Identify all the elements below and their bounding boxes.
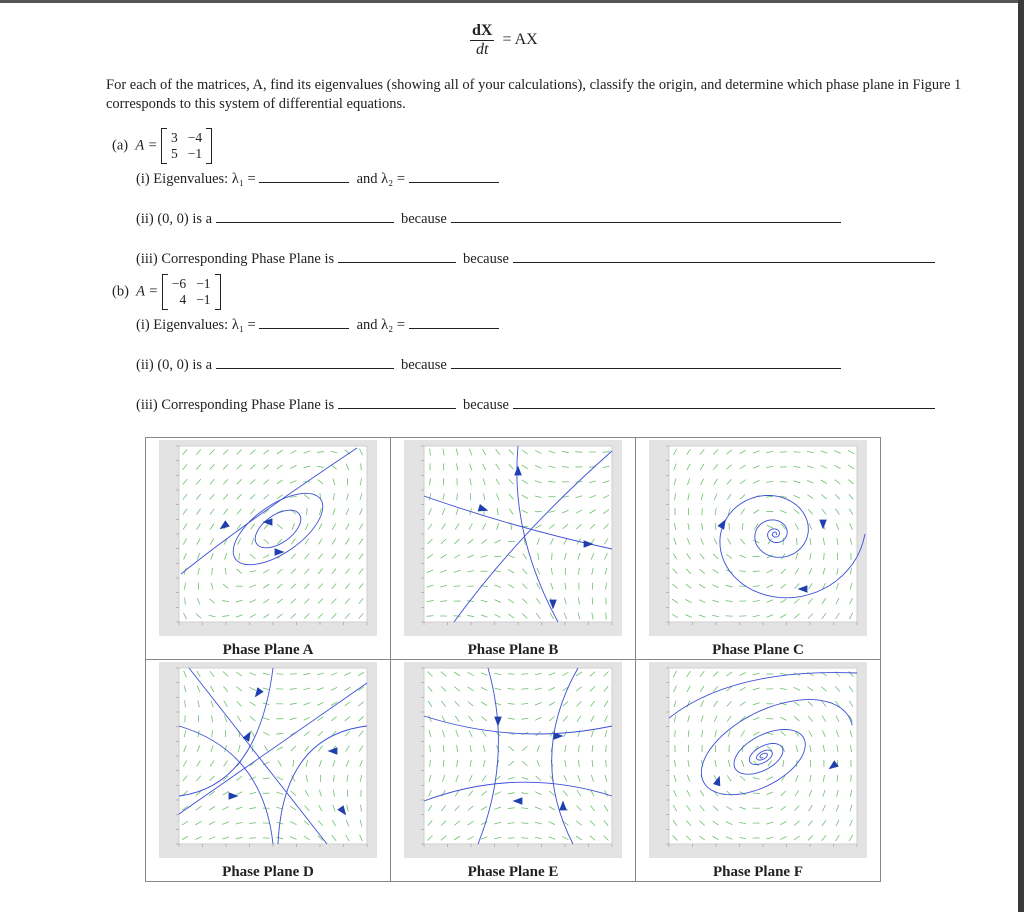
- plot-axes-box: [424, 668, 612, 844]
- lambda2-blank[interactable]: [409, 168, 499, 183]
- differential-equation: $\frac{dX}{dt}$ = AX: [472, 22, 538, 58]
- part-a-eigenvalues: (i) Eigenvalues: λ₁ = and λ₂ =: [136, 168, 499, 188]
- part-b-phase-plane: (iii) Corresponding Phase Plane is because: [136, 394, 935, 414]
- reason-blank[interactable]: [451, 208, 841, 223]
- classification-blank[interactable]: [216, 354, 394, 369]
- part-b-matrix: (b) A = −6 −1 4 −1: [112, 274, 221, 310]
- phase-plane-d-cell: [146, 660, 391, 882]
- phase-plane-blank[interactable]: [338, 248, 456, 263]
- part-a-matrix: (a) A = 3 −4 5 −1: [112, 128, 212, 164]
- instructions: For each of the matrices, A, find its eigenvalues (showing all of your calculations), classify the origin, and determine which phase plane in Figure 1 corresponds to this system of differential equations.: [106, 77, 962, 112]
- phase-plane-e-caption: Phase Plane E: [467, 864, 559, 880]
- phase-plane-c-caption: Phase Plane C: [712, 642, 804, 658]
- phase-plane-b-cell: [391, 438, 636, 660]
- phase-reason-blank[interactable]: [513, 394, 935, 409]
- part-b-classification: (ii) (0, 0) is a because: [136, 354, 841, 374]
- phase-plane-figure: [145, 437, 881, 882]
- reason-blank[interactable]: [451, 354, 841, 369]
- lambda1-blank[interactable]: [259, 314, 349, 329]
- equation-rhs: = AX: [502, 31, 538, 49]
- plot-axes-box: [179, 668, 367, 844]
- phase-plane-f-cell: [636, 660, 881, 882]
- plot-axes-box: [669, 446, 857, 622]
- part-a-phase-plane: (iii) Corresponding Phase Plane is because: [136, 248, 935, 268]
- phase-plane-d-plot: [159, 662, 377, 858]
- phase-plane-c-plot: [649, 440, 867, 636]
- phase-reason-blank[interactable]: [513, 248, 935, 263]
- lambda1-blank[interactable]: [259, 168, 349, 183]
- phase-plane-d-caption: Phase Plane D: [222, 864, 314, 880]
- phase-plane-a-cell: [146, 438, 391, 660]
- plot-axes-box: [179, 446, 367, 622]
- phase-plane-e-cell: [391, 660, 636, 882]
- lambda2-blank[interactable]: [409, 314, 499, 329]
- phase-plane-c-cell: [636, 438, 881, 660]
- phase-plane-f-plot: [649, 662, 867, 858]
- phase-plane-b-caption: Phase Plane B: [467, 642, 559, 658]
- part-b-eigenvalues: (i) Eigenvalues: λ₁ = and λ₂ =: [136, 314, 499, 334]
- phase-plane-f-caption: Phase Plane F: [713, 864, 803, 880]
- top-border: [0, 0, 1024, 3]
- phase-plane-a-plot: [159, 440, 377, 636]
- phase-plane-e-plot: [404, 662, 622, 858]
- scrollbar[interactable]: [1018, 0, 1024, 912]
- part-a-classification: (ii) (0, 0) is a because: [136, 208, 841, 228]
- classification-blank[interactable]: [216, 208, 394, 223]
- phase-plane-b-plot: [404, 440, 622, 636]
- phase-plane-blank[interactable]: [338, 394, 456, 409]
- plot-axes-box: [669, 668, 857, 844]
- phase-plane-a-caption: Phase Plane A: [222, 642, 314, 658]
